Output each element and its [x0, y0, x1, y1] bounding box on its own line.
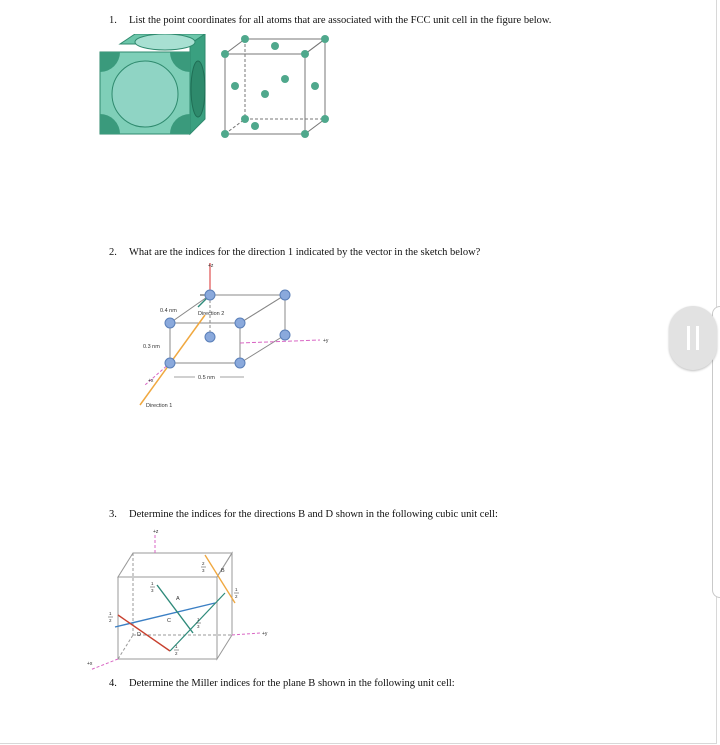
z-axis-label: +z	[208, 263, 214, 269]
lattice-point	[235, 358, 245, 368]
question-text: What are the indices for the direction 1 indicated by the vector in the sketch below?	[129, 247, 481, 258]
scroll-handle[interactable]	[669, 306, 717, 370]
fraction-half-den-c: 2	[175, 651, 178, 656]
z-axis-label: +z	[153, 529, 159, 535]
fraction-third-den-b: 3	[197, 624, 200, 629]
atom-dot	[311, 82, 319, 90]
dimension-b-label: 0.5 nm	[198, 375, 215, 381]
label-a: A	[176, 596, 180, 602]
direction-b-vector	[205, 555, 235, 603]
dimension-c-label: 0.3 nm	[143, 344, 160, 350]
question-3	[109, 509, 498, 520]
direction-1-label: Direction 1	[146, 403, 173, 409]
lattice-point	[235, 318, 245, 328]
lattice-point	[280, 330, 290, 340]
x-axis-line	[90, 659, 118, 670]
x-axis-label: +x	[87, 661, 93, 667]
fraction-half-den-b: 2	[235, 594, 238, 599]
atom-dot	[281, 75, 289, 83]
fraction-half-den: 2	[109, 618, 112, 623]
label-b: B	[221, 568, 225, 574]
y-axis-line	[240, 340, 320, 343]
fraction-two-thirds-num: 2	[202, 561, 205, 566]
atom-dot	[301, 50, 309, 58]
atom-dot	[221, 130, 229, 138]
lattice-point	[205, 290, 215, 300]
atom-dot	[321, 35, 329, 43]
label-c: C	[167, 618, 171, 624]
unit-cell-edges	[170, 263, 285, 363]
fcc-unit-cell-figure	[95, 34, 345, 144]
fraction-half-num-b: 1	[235, 587, 238, 592]
question-4	[109, 678, 455, 689]
question-text: List the point coordinates for all atoms that are associated with the FCC unit cell in the figure below.	[129, 15, 552, 26]
pause-bars-icon	[687, 326, 690, 350]
atom-dot	[261, 90, 269, 98]
cubic-directions-figure	[85, 525, 285, 675]
fraction-third-num-b: 1	[197, 617, 200, 622]
y-axis-label: +y	[323, 338, 329, 344]
lattice-point	[165, 358, 175, 368]
y-axis-line	[232, 633, 260, 635]
lattice-points	[165, 290, 290, 368]
question-text: Determine the Miller indices for the plane B shown in the following unit cell:	[129, 678, 455, 689]
fraction-labels	[108, 561, 239, 656]
direction-2-label: Direction 2	[198, 311, 225, 317]
direction-vector-figure	[130, 255, 360, 415]
atom-dot	[321, 115, 329, 123]
fcc-atom-dots	[221, 35, 329, 138]
question-number: 2.	[109, 247, 117, 258]
question-text: Determine the indices for the directions B and D shown in the following cubic unit cell:	[129, 509, 498, 520]
question-number: 4.	[109, 678, 117, 689]
fraction-half-num: 1	[109, 611, 112, 616]
atom-dot	[271, 42, 279, 50]
atom-dot	[231, 82, 239, 90]
atom-dot	[241, 35, 249, 43]
atom-dot	[221, 50, 229, 58]
dimension-a-label: 0.4 nm	[160, 308, 177, 314]
atom-dot	[301, 130, 309, 138]
pause-bars-icon	[696, 326, 699, 350]
question-number: 1.	[109, 15, 117, 26]
fcc-reduced-sphere-model	[225, 39, 325, 134]
fraction-third-den: 3	[151, 588, 154, 593]
x-axis-label: +x	[148, 378, 154, 384]
fraction-half-num-c: 1	[175, 644, 178, 649]
question-1	[109, 15, 551, 26]
question-number: 3.	[109, 509, 117, 520]
y-axis-label: +y	[262, 631, 268, 637]
fraction-third-num: 1	[151, 581, 154, 586]
label-d: D	[137, 632, 141, 638]
atom-dot	[241, 115, 249, 123]
fcc-hard-sphere-model	[100, 34, 205, 134]
lattice-point	[165, 318, 175, 328]
lattice-point	[205, 332, 215, 342]
fraction-two-thirds-den: 3	[202, 568, 205, 573]
lattice-point	[280, 290, 290, 300]
atom-dot	[251, 122, 259, 130]
